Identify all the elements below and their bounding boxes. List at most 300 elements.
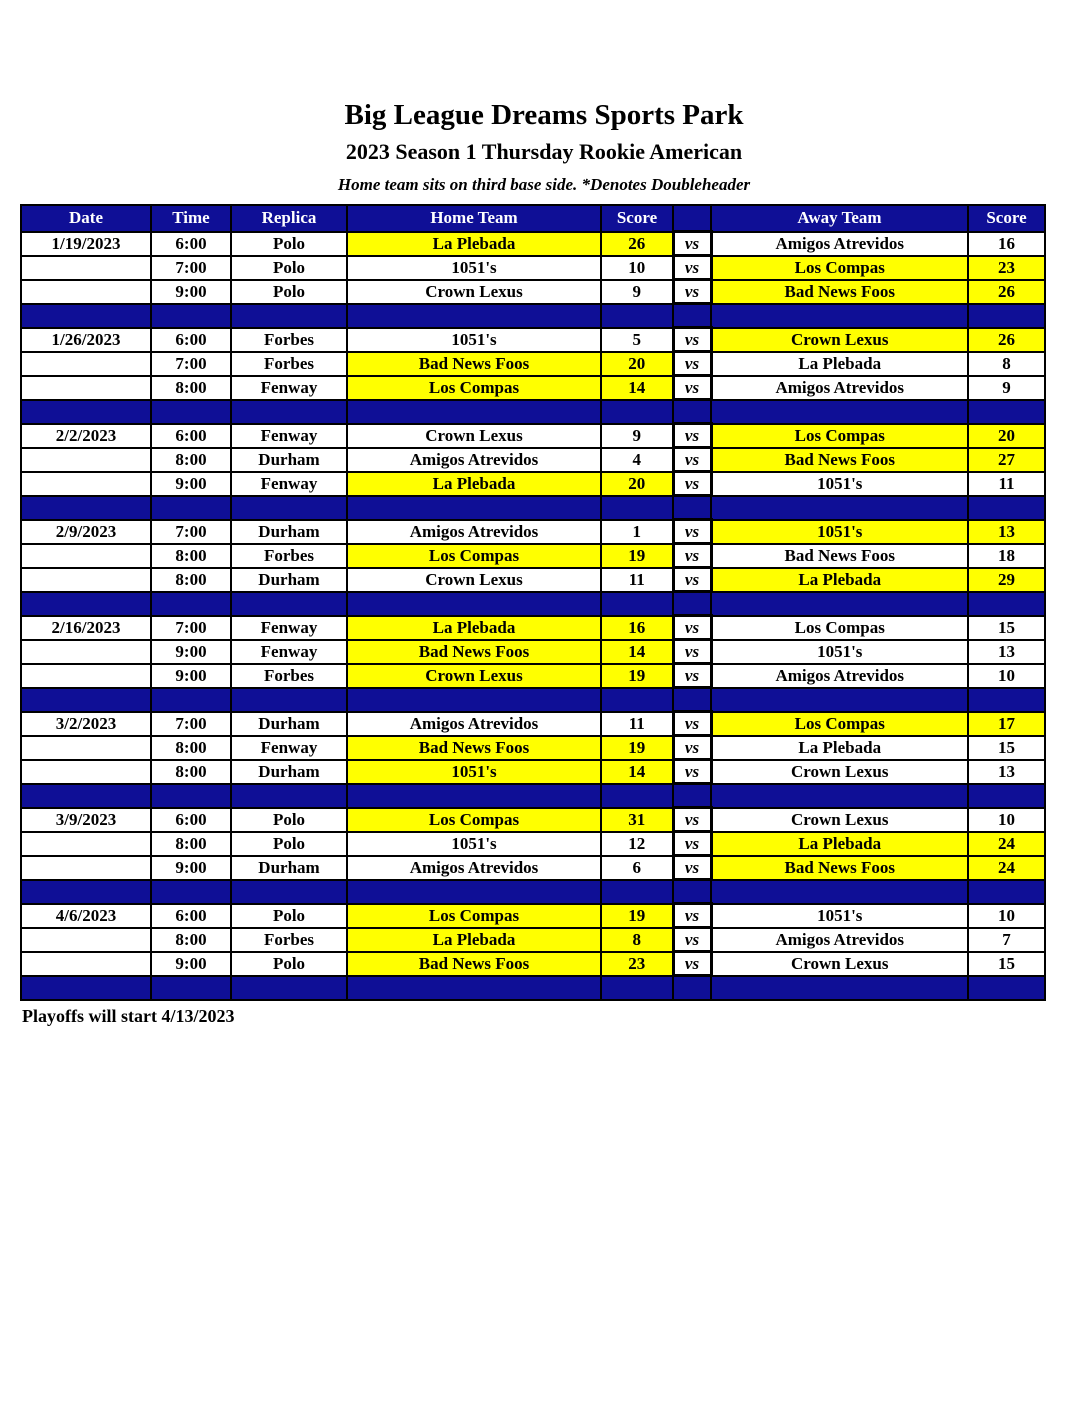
away-team-cell: Los Compas: [711, 256, 968, 280]
home-score-cell: 19: [601, 736, 673, 760]
time-cell: 6:00: [151, 424, 231, 448]
separator-cell: [601, 400, 673, 424]
away-team-cell: La Plebada: [711, 832, 968, 856]
replica-cell: Forbes: [231, 664, 347, 688]
game-row: [21, 544, 1045, 568]
away-score-cell: 26: [968, 328, 1045, 352]
home-score-cell: 9: [601, 280, 673, 304]
game-row: [21, 736, 1045, 760]
replica-cell: Polo: [231, 904, 347, 928]
game-row: [21, 760, 1045, 784]
home-team-cell: Amigos Atrevidos: [347, 448, 601, 472]
date-cell: [21, 256, 151, 280]
separator-cell: [711, 304, 968, 328]
away-score-cell: 18: [968, 544, 1045, 568]
date-cell: [21, 736, 151, 760]
away-score-cell: 10: [968, 904, 1045, 928]
replica-cell: Polo: [231, 232, 347, 256]
header-cell-date: Date: [21, 205, 151, 232]
date-cell: [21, 760, 151, 784]
separator-cell: [151, 592, 231, 616]
separator-row: [21, 496, 1045, 520]
home-score-cell: 5: [601, 328, 673, 352]
away-team-cell: Amigos Atrevidos: [711, 664, 968, 688]
separator-cell: [231, 592, 347, 616]
date-cell: 1/26/2023: [21, 328, 151, 352]
separator-cell: [968, 592, 1045, 616]
replica-cell: Forbes: [231, 328, 347, 352]
separator-cell: [601, 976, 673, 1000]
home-score-cell: 31: [601, 808, 673, 832]
away-score-cell: 15: [968, 736, 1045, 760]
game-row: [21, 856, 1045, 880]
time-cell: 9:00: [151, 856, 231, 880]
separator-cell: [711, 496, 968, 520]
separator-cell: [601, 304, 673, 328]
away-team-cell: Amigos Atrevidos: [711, 928, 968, 952]
vs-cell: vs: [673, 952, 711, 976]
date-cell: [21, 928, 151, 952]
separator-row: [21, 592, 1045, 616]
page-subtitle: 2023 Season 1 Thursday Rookie American: [345, 138, 743, 164]
time-cell: 6:00: [151, 808, 231, 832]
time-cell: 9:00: [151, 472, 231, 496]
replica-cell: Fenway: [231, 736, 347, 760]
header-cell-vs: [673, 205, 711, 232]
separator-cell: [673, 688, 711, 712]
separator-cell: [21, 400, 151, 424]
date-cell: [21, 832, 151, 856]
separator-cell: [673, 592, 711, 616]
home-score-cell: 14: [601, 760, 673, 784]
game-row: [21, 424, 1045, 448]
vs-cell: vs: [673, 424, 711, 448]
separator-row: [21, 976, 1045, 1000]
game-row: [21, 256, 1045, 280]
page-title: Big League Dreams Sports Park: [344, 99, 744, 131]
home-team-cell: La Plebada: [347, 232, 601, 256]
separator-cell: [231, 400, 347, 424]
home-score-cell: 26: [601, 232, 673, 256]
separator-cell: [673, 304, 711, 328]
away-team-cell: Crown Lexus: [711, 808, 968, 832]
separator-cell: [347, 976, 601, 1000]
separator-cell: [673, 784, 711, 808]
home-team-cell: Bad News Foos: [347, 352, 601, 376]
separator-cell: [21, 880, 151, 904]
separator-cell: [968, 304, 1045, 328]
replica-cell: Polo: [231, 952, 347, 976]
away-team-cell: La Plebada: [711, 568, 968, 592]
home-team-cell: Crown Lexus: [347, 568, 601, 592]
home-score-cell: 12: [601, 832, 673, 856]
home-score-cell: 4: [601, 448, 673, 472]
away-score-cell: 7: [968, 928, 1045, 952]
separator-cell: [231, 688, 347, 712]
time-cell: 9:00: [151, 280, 231, 304]
time-cell: 9:00: [151, 952, 231, 976]
separator-cell: [151, 784, 231, 808]
time-cell: 7:00: [151, 616, 231, 640]
separator-cell: [673, 496, 711, 520]
separator-cell: [601, 688, 673, 712]
vs-cell: vs: [673, 640, 711, 664]
replica-cell: Fenway: [231, 640, 347, 664]
separator-cell: [968, 784, 1045, 808]
separator-cell: [711, 880, 968, 904]
date-cell: [21, 568, 151, 592]
schedule-table: [20, 204, 1046, 1001]
date-cell: [21, 376, 151, 400]
separator-cell: [968, 400, 1045, 424]
home-team-cell: Amigos Atrevidos: [347, 856, 601, 880]
game-row: [21, 448, 1045, 472]
home-score-cell: 19: [601, 544, 673, 568]
vs-cell: vs: [673, 472, 711, 496]
home-team-cell: Crown Lexus: [347, 664, 601, 688]
separator-cell: [711, 784, 968, 808]
time-cell: 6:00: [151, 904, 231, 928]
separator-cell: [601, 592, 673, 616]
away-team-cell: La Plebada: [711, 352, 968, 376]
away-score-cell: 11: [968, 472, 1045, 496]
game-row: [21, 376, 1045, 400]
separator-cell: [231, 880, 347, 904]
time-cell: 7:00: [151, 520, 231, 544]
separator-cell: [21, 592, 151, 616]
date-cell: [21, 544, 151, 568]
separator-cell: [231, 784, 347, 808]
away-score-cell: 23: [968, 256, 1045, 280]
away-score-cell: 24: [968, 856, 1045, 880]
vs-cell: vs: [673, 568, 711, 592]
away-score-cell: 13: [968, 520, 1045, 544]
home-score-cell: 9: [601, 424, 673, 448]
separator-cell: [968, 880, 1045, 904]
home-team-cell: Los Compas: [347, 544, 601, 568]
away-team-cell: La Plebada: [711, 736, 968, 760]
separator-cell: [347, 496, 601, 520]
away-team-cell: Bad News Foos: [711, 448, 968, 472]
game-row: [21, 616, 1045, 640]
vs-cell: vs: [673, 928, 711, 952]
away-score-cell: 10: [968, 664, 1045, 688]
away-team-cell: Bad News Foos: [711, 280, 968, 304]
time-cell: 8:00: [151, 568, 231, 592]
replica-cell: Durham: [231, 760, 347, 784]
home-team-cell: Crown Lexus: [347, 280, 601, 304]
separator-cell: [601, 496, 673, 520]
home-team-note: Home team sits on third base side. *Denotes Doubleheader: [337, 174, 751, 194]
separator-row: [21, 784, 1045, 808]
game-row: [21, 808, 1045, 832]
time-cell: 8:00: [151, 376, 231, 400]
separator-cell: [968, 976, 1045, 1000]
away-score-cell: 20: [968, 424, 1045, 448]
home-team-cell: Bad News Foos: [347, 736, 601, 760]
vs-cell: vs: [673, 328, 711, 352]
separator-cell: [347, 784, 601, 808]
away-score-cell: 16: [968, 232, 1045, 256]
away-score-cell: 15: [968, 616, 1045, 640]
game-row: [21, 832, 1045, 856]
date-cell: [21, 640, 151, 664]
header-cell-time: Time: [151, 205, 231, 232]
away-team-cell: Los Compas: [711, 424, 968, 448]
replica-cell: Durham: [231, 568, 347, 592]
date-cell: 3/9/2023: [21, 808, 151, 832]
vs-cell: vs: [673, 376, 711, 400]
replica-cell: Polo: [231, 256, 347, 280]
separator-cell: [711, 688, 968, 712]
header-cell-score: Score: [968, 205, 1045, 232]
home-team-cell: Crown Lexus: [347, 424, 601, 448]
header-cell-replica: Replica: [231, 205, 347, 232]
home-score-cell: 19: [601, 904, 673, 928]
away-team-cell: Bad News Foos: [711, 544, 968, 568]
home-score-cell: 19: [601, 664, 673, 688]
home-team-cell: 1051's: [347, 328, 601, 352]
time-cell: 8:00: [151, 832, 231, 856]
away-team-cell: Crown Lexus: [711, 328, 968, 352]
replica-cell: Polo: [231, 280, 347, 304]
home-team-cell: La Plebada: [347, 616, 601, 640]
replica-cell: Fenway: [231, 472, 347, 496]
vs-cell: vs: [673, 904, 711, 928]
game-row: [21, 904, 1045, 928]
home-score-cell: 11: [601, 568, 673, 592]
date-cell: 2/16/2023: [21, 616, 151, 640]
game-row: [21, 472, 1045, 496]
away-team-cell: Amigos Atrevidos: [711, 232, 968, 256]
away-team-cell: Bad News Foos: [711, 856, 968, 880]
game-row: [21, 352, 1045, 376]
away-team-cell: 1051's: [711, 520, 968, 544]
replica-cell: Polo: [231, 832, 347, 856]
time-cell: 6:00: [151, 328, 231, 352]
separator-cell: [151, 688, 231, 712]
game-row: [21, 280, 1045, 304]
time-cell: 6:00: [151, 232, 231, 256]
away-score-cell: 13: [968, 640, 1045, 664]
time-cell: 9:00: [151, 664, 231, 688]
home-team-cell: La Plebada: [347, 928, 601, 952]
home-team-cell: 1051's: [347, 256, 601, 280]
separator-row: [21, 304, 1045, 328]
replica-cell: Fenway: [231, 376, 347, 400]
time-cell: 8:00: [151, 928, 231, 952]
separator-cell: [151, 976, 231, 1000]
vs-cell: vs: [673, 232, 711, 256]
home-team-cell: Bad News Foos: [347, 952, 601, 976]
away-team-cell: Crown Lexus: [711, 760, 968, 784]
page-header: [0, 0, 1088, 195]
header-cell-away-team: Away Team: [711, 205, 968, 232]
game-row: [21, 568, 1045, 592]
home-team-cell: Los Compas: [347, 904, 601, 928]
away-score-cell: 27: [968, 448, 1045, 472]
home-score-cell: 11: [601, 712, 673, 736]
date-cell: 2/9/2023: [21, 520, 151, 544]
separator-cell: [151, 400, 231, 424]
home-team-cell: Amigos Atrevidos: [347, 712, 601, 736]
vs-cell: vs: [673, 616, 711, 640]
separator-cell: [968, 496, 1045, 520]
replica-cell: Durham: [231, 856, 347, 880]
separator-cell: [347, 592, 601, 616]
home-team-cell: Los Compas: [347, 808, 601, 832]
home-score-cell: 10: [601, 256, 673, 280]
date-cell: [21, 664, 151, 688]
vs-cell: vs: [673, 520, 711, 544]
game-row: [21, 520, 1045, 544]
home-team-cell: Los Compas: [347, 376, 601, 400]
separator-row: [21, 880, 1045, 904]
date-cell: [21, 952, 151, 976]
date-cell: 2/2/2023: [21, 424, 151, 448]
home-score-cell: 14: [601, 640, 673, 664]
vs-cell: vs: [673, 256, 711, 280]
time-cell: 7:00: [151, 352, 231, 376]
separator-cell: [21, 976, 151, 1000]
separator-row: [21, 400, 1045, 424]
separator-cell: [601, 880, 673, 904]
header-row: [21, 205, 1045, 232]
date-cell: [21, 448, 151, 472]
away-score-cell: 8: [968, 352, 1045, 376]
vs-cell: vs: [673, 544, 711, 568]
separator-cell: [673, 400, 711, 424]
away-score-cell: 24: [968, 832, 1045, 856]
away-score-cell: 29: [968, 568, 1045, 592]
time-cell: 8:00: [151, 760, 231, 784]
time-cell: 9:00: [151, 640, 231, 664]
date-cell: [21, 472, 151, 496]
home-score-cell: 6: [601, 856, 673, 880]
date-cell: 1/19/2023: [21, 232, 151, 256]
home-team-cell: Amigos Atrevidos: [347, 520, 601, 544]
vs-cell: vs: [673, 832, 711, 856]
separator-cell: [711, 400, 968, 424]
header-cell-home-team: Home Team: [347, 205, 601, 232]
home-score-cell: 8: [601, 928, 673, 952]
away-team-cell: Los Compas: [711, 712, 968, 736]
replica-cell: Durham: [231, 448, 347, 472]
home-team-cell: La Plebada: [347, 472, 601, 496]
time-cell: 7:00: [151, 712, 231, 736]
replica-cell: Forbes: [231, 352, 347, 376]
home-score-cell: 20: [601, 352, 673, 376]
date-cell: 3/2/2023: [21, 712, 151, 736]
away-team-cell: Los Compas: [711, 616, 968, 640]
replica-cell: Fenway: [231, 424, 347, 448]
separator-cell: [347, 880, 601, 904]
playoffs-note: Playoffs will start 4/13/2023: [22, 1005, 235, 1026]
home-team-cell: 1051's: [347, 760, 601, 784]
separator-cell: [673, 976, 711, 1000]
separator-cell: [347, 688, 601, 712]
game-row: [21, 664, 1045, 688]
game-row: [21, 952, 1045, 976]
separator-cell: [347, 400, 601, 424]
away-team-cell: 1051's: [711, 640, 968, 664]
replica-cell: Polo: [231, 808, 347, 832]
separator-cell: [21, 304, 151, 328]
replica-cell: Fenway: [231, 616, 347, 640]
separator-cell: [21, 496, 151, 520]
away-team-cell: 1051's: [711, 472, 968, 496]
away-score-cell: 17: [968, 712, 1045, 736]
vs-cell: vs: [673, 856, 711, 880]
separator-cell: [151, 304, 231, 328]
home-team-cell: 1051's: [347, 832, 601, 856]
replica-cell: Forbes: [231, 544, 347, 568]
separator-cell: [21, 784, 151, 808]
separator-cell: [231, 976, 347, 1000]
vs-cell: vs: [673, 736, 711, 760]
game-row: [21, 928, 1045, 952]
vs-cell: vs: [673, 808, 711, 832]
home-score-cell: 20: [601, 472, 673, 496]
away-team-cell: 1051's: [711, 904, 968, 928]
separator-row: [21, 688, 1045, 712]
vs-cell: vs: [673, 352, 711, 376]
time-cell: 8:00: [151, 736, 231, 760]
home-score-cell: 14: [601, 376, 673, 400]
separator-cell: [347, 304, 601, 328]
time-cell: 8:00: [151, 448, 231, 472]
date-cell: [21, 856, 151, 880]
replica-cell: Durham: [231, 712, 347, 736]
away-score-cell: 13: [968, 760, 1045, 784]
home-score-cell: 23: [601, 952, 673, 976]
away-score-cell: 15: [968, 952, 1045, 976]
separator-cell: [151, 496, 231, 520]
vs-cell: vs: [673, 664, 711, 688]
vs-cell: vs: [673, 712, 711, 736]
home-team-cell: Bad News Foos: [347, 640, 601, 664]
away-team-cell: Amigos Atrevidos: [711, 376, 968, 400]
away-score-cell: 26: [968, 280, 1045, 304]
game-row: [21, 232, 1045, 256]
home-score-cell: 16: [601, 616, 673, 640]
vs-cell: vs: [673, 448, 711, 472]
replica-cell: Forbes: [231, 928, 347, 952]
separator-cell: [711, 592, 968, 616]
away-score-cell: 9: [968, 376, 1045, 400]
away-team-cell: Crown Lexus: [711, 952, 968, 976]
separator-cell: [711, 976, 968, 1000]
replica-cell: Durham: [231, 520, 347, 544]
header-cell-score: Score: [601, 205, 673, 232]
vs-cell: vs: [673, 760, 711, 784]
date-cell: [21, 280, 151, 304]
separator-cell: [151, 880, 231, 904]
separator-cell: [21, 688, 151, 712]
separator-cell: [968, 688, 1045, 712]
game-row: [21, 712, 1045, 736]
time-cell: 7:00: [151, 256, 231, 280]
separator-cell: [673, 880, 711, 904]
separator-cell: [231, 304, 347, 328]
date-cell: [21, 352, 151, 376]
game-row: [21, 328, 1045, 352]
away-score-cell: 10: [968, 808, 1045, 832]
vs-cell: vs: [673, 280, 711, 304]
separator-cell: [231, 496, 347, 520]
home-score-cell: 1: [601, 520, 673, 544]
separator-cell: [601, 784, 673, 808]
